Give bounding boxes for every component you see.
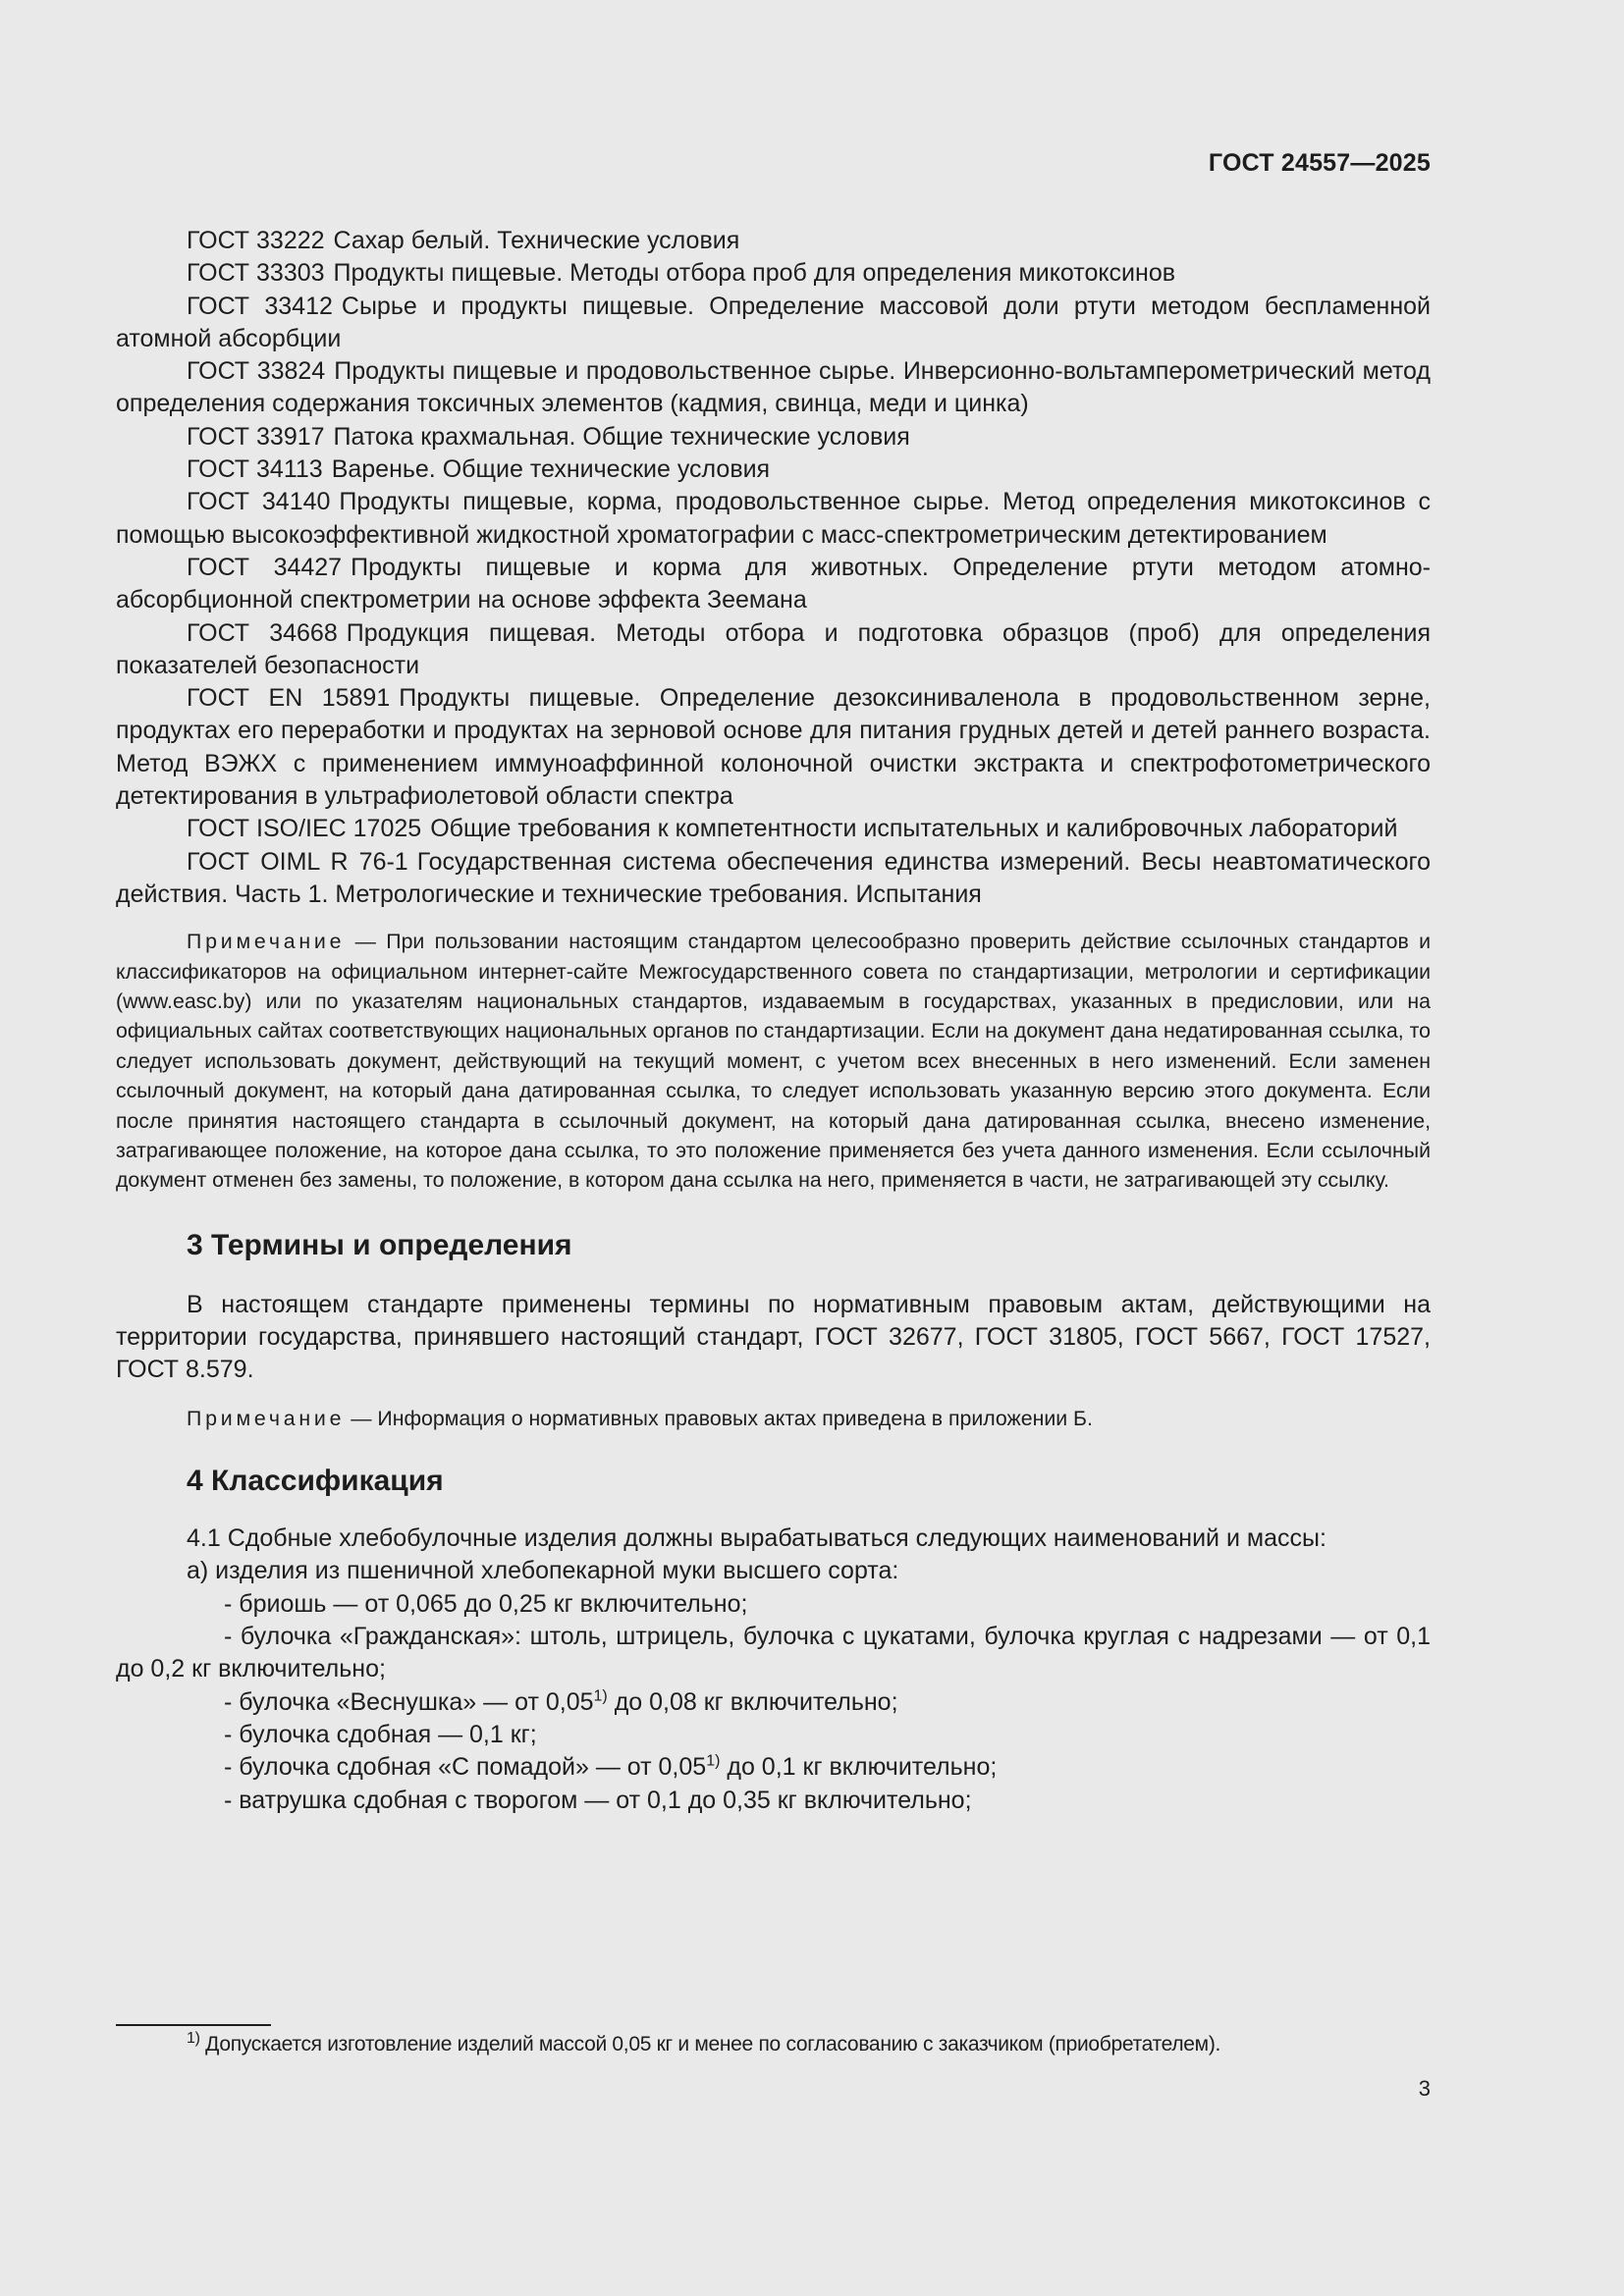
reference-code: ГОСТ 33824 bbox=[187, 357, 326, 386]
reference-item bbox=[116, 552, 1431, 617]
note-label: Примечание bbox=[187, 930, 346, 954]
reference-title: Продукты пищевые. Определение дезоксиниваленола в продовольственном зерне, продуктах его переработки и продуктах на зерновой основе для питания грудных детей и детей раннего возраста. Метод ВЭЖХ с применением иммуноаффинной колоночной очистки экстракта и спектрофотометрического детектирования в ультрафиолетовой области спектра bbox=[116, 684, 1431, 811]
reference-title: Продукты пищевые, корма, продовольственное сырье. Метод определения микотоксинов с помощью высокоэффективной жидкостной хроматографии с масс-спектрометрическим детектированием bbox=[116, 488, 1431, 549]
reference-item bbox=[116, 291, 1431, 356]
reference-item bbox=[116, 486, 1431, 552]
reference-code: ГОСТ 34140 bbox=[187, 488, 331, 516]
document-code: ГОСТ 24557—2025 bbox=[1208, 149, 1431, 177]
classification-intro: 4.1 Сдобные хлебобулочные изделия должны вырабатываться следующих наименований и массы: bbox=[187, 1524, 1326, 1553]
reference-code: ГОСТ 33412 bbox=[187, 292, 333, 320]
footnote-reference: 1) bbox=[706, 1752, 721, 1770]
terms-note bbox=[116, 1404, 1431, 1433]
reference-code: ГОСТ EN 15891 bbox=[187, 684, 391, 713]
list-item-text: до 0,08 кг включительно; bbox=[607, 1687, 898, 1716]
reference-title: Продукты пищевые и продовольственное сырье. Инверсионно-вольтамперометрический метод определения содержания токсичных элементов (кадмия, свинца, меди и цинка) bbox=[116, 357, 1432, 418]
product-list bbox=[116, 1588, 1431, 1817]
reference-code: ГОСТ 34113 bbox=[187, 455, 323, 484]
reference-item bbox=[116, 355, 1431, 421]
reference-item bbox=[116, 813, 1431, 845]
reference-item bbox=[116, 225, 1431, 257]
reference-title: Сахар белый. Технические условия bbox=[333, 227, 740, 254]
note-text: — При пользовании настоящим стандартом целесообразно проверить действие ссылочных стандартов и классификаторов на официальном интернет-сайте Межгосударственного совета по стандартизации, метрологии и сертификации (www.easc.by) или по указателям национальных стандартов, издаваемым в государствах, указанных в предисловии, или на официальных сайтах соответствующих национальных органов по стандартизации. Если на документ дана недатированная ссылка, то следует использовать документ, действующий на текущий момент, с учетом всех внесенных в него изменений. Если заменен ссылочный документ, на который дана датированная ссылка, то следует использовать указанную версию этого документа. Если после принятия настоящего стандарта в ссылочный документ, на который дана датированная ссылка, внесено изменение, затрагивающее положение, на которое дана ссылка, то это положение применяется без учета данного изменения. Если ссылочный документ отменен без замены, то положение, в котором дана ссылка на него, применяется в части, не затрагивающей эту ссылку. bbox=[116, 930, 1431, 1193]
list-item: - булочка «Гражданская»: штоль, штрицель, булочка с цукатами, булочка круглая с надрезами — от 0,1 до 0,2 кг включительно; bbox=[116, 1623, 1431, 1683]
reference-title: Продукты пищевые. Методы отбора проб для определения микотоксинов bbox=[333, 259, 1176, 288]
footnote-text: Допускается изготовление изделий массой 0,05 кг и менее по согласованию с заказчиком (приобретателем). bbox=[199, 2033, 1221, 2056]
reference-code: ГОСТ ISO/IEC 17025 bbox=[187, 815, 422, 843]
reference-title: Варенье. Общие технические условия bbox=[331, 455, 771, 484]
section-heading-terms: 3 Термины и определения bbox=[187, 1228, 572, 1261]
reference-title: Патока крахмальная. Общие технические условия bbox=[333, 422, 910, 451]
reference-code: ГОСТ OIML R 76-1 bbox=[187, 847, 408, 876]
references-note bbox=[116, 927, 1431, 1196]
reference-title: Продукция пищевая. Методы отбора и подготовка образцов (проб) для определения показателей безопасности bbox=[116, 618, 1432, 679]
list-item: - булочка сдобная — 0,1 кг; bbox=[224, 1720, 537, 1748]
reference-title: Общие требования к компетентности испытательных и калибровочных лабораторий bbox=[430, 815, 1398, 843]
reference-code: ГОСТ 34668 bbox=[187, 618, 338, 647]
list-item: - бриошь — от 0,065 до 0,25 кг включительно; bbox=[224, 1589, 748, 1618]
terms-paragraph: В настоящем стандарте применены термины по нормативным правовым актам, действующими на территории государства, принявшего настоящий стандарт, ГОСТ 32677, ГОСТ 31805, ГОСТ 5667, ГОСТ 17527, ГОСТ 8.579. bbox=[116, 1290, 1431, 1384]
reference-title: Продукты пищевые и корма для животных. Определение ртути методом атомно-абсорбционной спектрометрии на основе эффекта Зеемана bbox=[116, 553, 1431, 614]
normative-references-list bbox=[116, 225, 1431, 911]
reference-title: Государственная система обеспечения единства измерений. Весы неавтоматического действия. Часть 1. Метрологические и технические требования. Испытания bbox=[116, 847, 1432, 908]
list-item bbox=[116, 1751, 1431, 1784]
note-label: Примечание bbox=[187, 1406, 346, 1430]
reference-item bbox=[116, 257, 1431, 290]
list-item-text: до 0,1 кг включительно; bbox=[720, 1753, 998, 1782]
reference-code: ГОСТ 33222 bbox=[187, 227, 325, 254]
page-body bbox=[116, 225, 1431, 1817]
reference-item bbox=[116, 846, 1431, 912]
note-text: — Информация о нормативных правовых актах приведена в приложении Б. bbox=[351, 1406, 1093, 1430]
footnote-reference: 1) bbox=[593, 1687, 608, 1705]
list-item-text: - булочка сдобная «С помадой» — от 0,05 bbox=[224, 1753, 707, 1782]
reference-item bbox=[116, 421, 1431, 454]
list-group-a: а) изделия из пшеничной хлебопекарной муки высшего сорта: bbox=[187, 1557, 899, 1585]
reference-code: ГОСТ 33303 bbox=[187, 259, 325, 288]
list-item: - ватрушка сдобная с творогом — от 0,1 до 0,35 кг включительно; bbox=[224, 1786, 972, 1814]
footnote-separator bbox=[116, 2024, 271, 2026]
page-number: 3 bbox=[1418, 2076, 1431, 2101]
footnote bbox=[187, 2031, 1220, 2058]
reference-item bbox=[116, 617, 1431, 683]
footnote-mark: 1) bbox=[187, 2030, 200, 2047]
list-item bbox=[116, 1686, 1431, 1719]
section-heading-classification: 4 Классификация bbox=[187, 1465, 444, 1498]
reference-title: Сырье и продукты пищевые. Определение массовой доли ртути методом беспламенной атомной абсорбции bbox=[116, 292, 1431, 352]
reference-code: ГОСТ 34427 bbox=[187, 553, 343, 581]
reference-code: ГОСТ 33917 bbox=[187, 422, 325, 451]
list-item-text: - булочка «Веснушка» — от 0,05 bbox=[224, 1687, 594, 1716]
reference-item bbox=[116, 682, 1431, 813]
reference-item bbox=[116, 454, 1431, 486]
